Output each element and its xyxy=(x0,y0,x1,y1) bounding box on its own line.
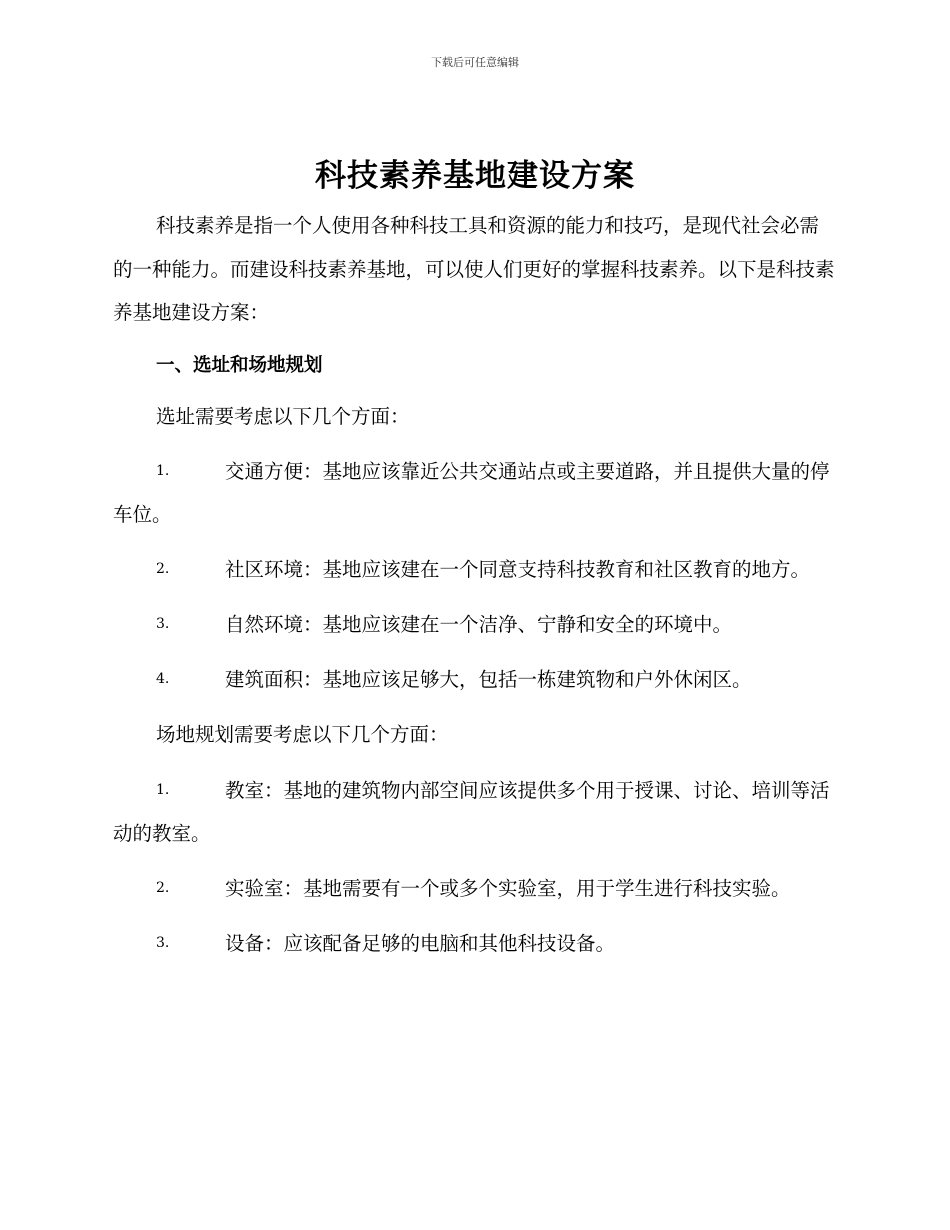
site-list xyxy=(113,450,837,701)
list-number: 4. xyxy=(156,671,170,687)
list-item xyxy=(113,658,837,701)
list-number: 1. xyxy=(156,463,170,479)
list-text: 教室：基地的建筑物内部空间应该提供多个用于授课、讨论、培训等活动的教室。 xyxy=(113,778,830,845)
list-number: 1. xyxy=(156,781,170,798)
list-text: 设备：应该配备足够的电脑和其他科技设备。 xyxy=(225,931,616,955)
list-item xyxy=(113,603,837,646)
list-text: 实验室：基地需要有一个或多个实验室，用于学生进行科技实验。 xyxy=(225,876,791,900)
list-text: 社区环境：基地应该建在一个同意支持科技教育和社区教育的地方。 xyxy=(225,558,811,581)
list-number: 3. xyxy=(156,934,170,951)
section-heading: 一、选址和场地规划 xyxy=(156,354,323,376)
list-item xyxy=(113,548,837,591)
intro-paragraph: 科技素养是指一个人使用各种科技工具和资源的能力和技巧，是现代社会必需的一种能力。而建设科技素养基地，可以使人们更好的掌握科技素养。以下是科技素养基地建设方案： xyxy=(113,214,835,324)
list-item xyxy=(113,769,837,855)
list-item xyxy=(113,867,837,910)
document-body xyxy=(113,204,837,965)
list-item xyxy=(113,922,837,965)
list-number: 2. xyxy=(156,879,170,896)
list-number: 2. xyxy=(156,561,170,577)
document-title: 科技素养基地建设方案 xyxy=(315,158,635,194)
list-text: 交通方便：基地应该靠近公共交通站点或主要道路，并且提供大量的停车位。 xyxy=(113,460,830,526)
site-intro: 选址需要考虑以下几个方面： xyxy=(156,404,410,428)
header-note: 下载后可任意编辑 xyxy=(431,56,519,69)
plan-list xyxy=(113,769,837,965)
list-text: 建筑面积：基地应该足够大，包括一栋建筑物和户外休闲区。 xyxy=(225,668,752,691)
list-item xyxy=(113,450,837,536)
list-number: 3. xyxy=(156,616,170,632)
plan-intro: 场地规划需要考虑以下几个方面： xyxy=(156,723,449,746)
list-text: 自然环境：基地应该建在一个洁净、宁静和安全的环境中。 xyxy=(225,613,733,636)
